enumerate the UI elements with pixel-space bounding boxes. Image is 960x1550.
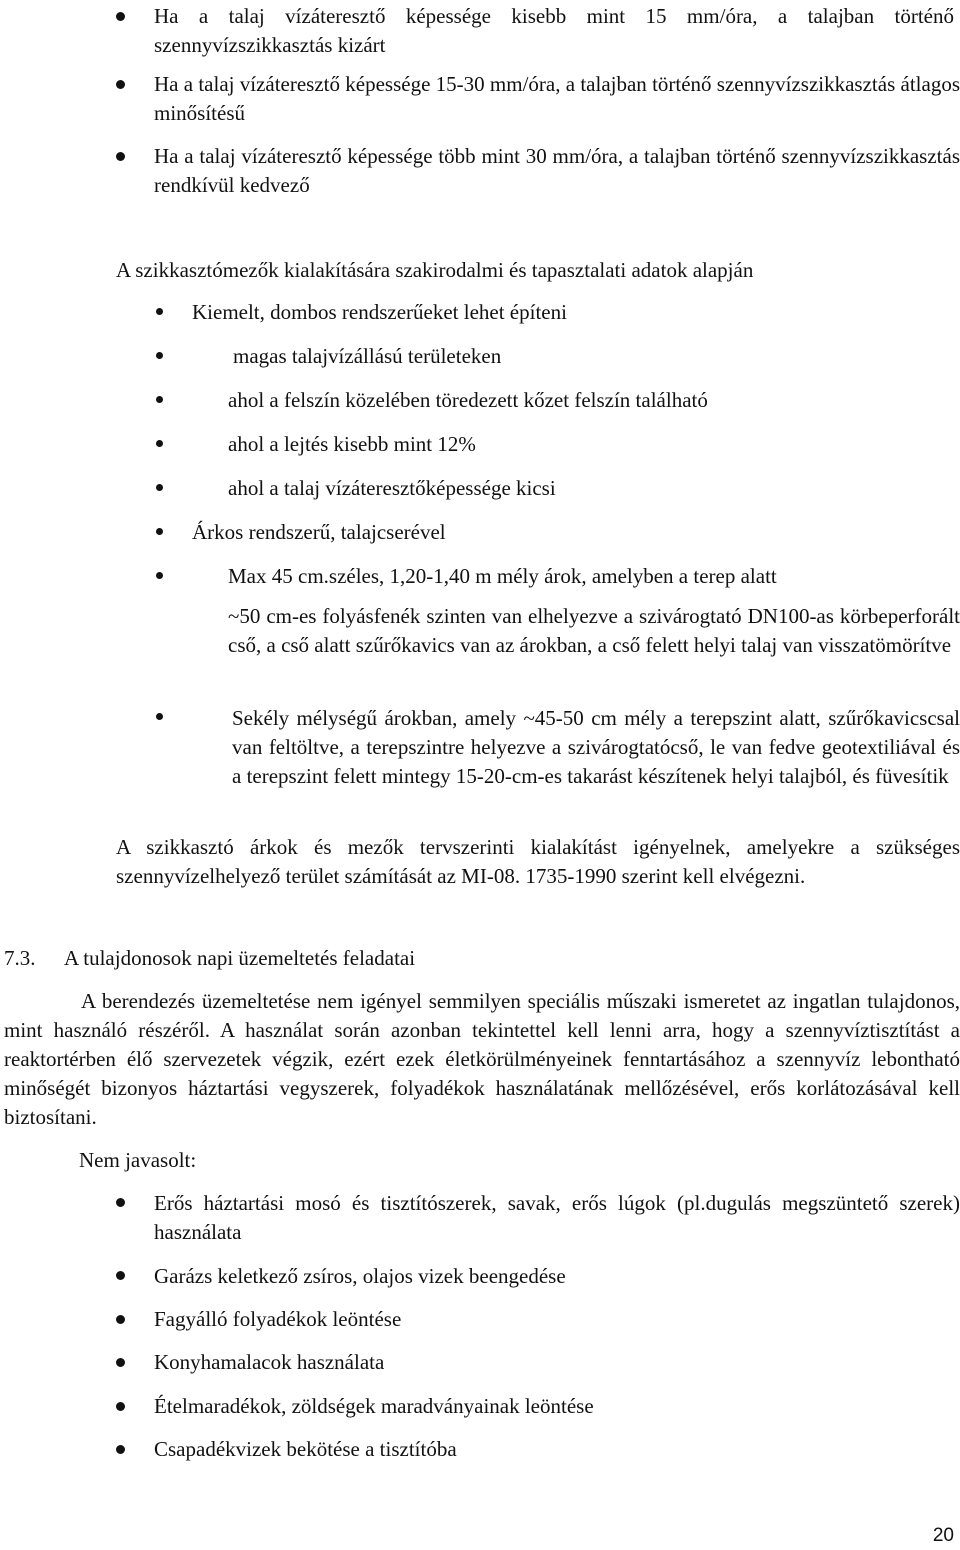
list-item: Garázs keletkező zsíros, olajos vizek beengedése: [154, 1264, 566, 1288]
folyas-paragraph: ~50 cm-es folyásfenék szinten van elhelyezve a szivárogtató DN100-as körbeperforált cső, a cső alatt szűrőkavics van az árokban, a cső felett helyi talaj van visszatömörítve: [228, 604, 960, 657]
bullet-icon: [156, 572, 163, 579]
bullet-icon: [156, 308, 163, 315]
list-item: Ha a talaj vízáteresztő képessége kisebb mint 15 mm/óra, a talajban történő szennyvízszikkasztás kizárt: [154, 4, 954, 57]
list-item: Konyhamalacok használata: [154, 1350, 385, 1374]
list-item: Fagyálló folyadékok leöntése: [154, 1307, 402, 1331]
bullet-icon: [116, 1271, 125, 1280]
max-line: Max 45 cm.széles, 1,20-1,40 m mély árok, amelyben a terep alatt: [228, 564, 777, 588]
bullet-icon: [116, 12, 125, 21]
bullet-icon: [116, 1315, 125, 1324]
bullet-icon: [116, 1198, 125, 1207]
nem-javasolt-label: Nem javasolt:: [79, 1148, 197, 1172]
bullet-icon: [116, 1402, 125, 1411]
bullet-icon: [116, 1358, 125, 1367]
list-item: magas talajvízállású területeken: [233, 344, 502, 368]
bullet-icon: [156, 528, 163, 535]
intro-line: A szikkasztómezők kialakítására szakirodalmi és tapasztalati adatok alapján: [116, 258, 754, 282]
list-item: Ha a talaj vízáteresztő képessége 15-30 mm/óra, a talajban történő szennyvízszikkasztás átlagos minősítésű: [154, 72, 960, 125]
body-paragraph: A berendezés üzemeltetése nem igényel semmilyen speciális műszaki ismeretet az ingatlan tulajdonos, mint használó részéről. A használat során azonban tekintettel kell lenni arra, hogy a szennyvíztisztítást a reaktortérben élő szervezetek végzik, ezért ezek életkörülményeinek fenntartásához a szennyvíz lebontható minőségét bizonyos háztartási vegyszerek, folyadékok használatának mellőzésével, erős korlátozásával kell biztosítani.: [4, 989, 960, 1129]
bullet-icon: [116, 80, 125, 89]
list-item: ahol a talaj vízáteresztőképessége kicsi: [228, 476, 556, 500]
bullet-icon: [116, 152, 125, 161]
kiemelt-heading: Kiemelt, dombos rendszerűeket lehet építeni: [192, 300, 567, 324]
bullet-icon: [116, 1445, 125, 1454]
summary-paragraph: A szikkasztó árkok és mezők tervszerinti kialakítást igényelnek, amelyekre a szükséges szennyvízelhelyező terület számítását az MI-08. 1735-1990 szerint kell elvégezni.: [116, 835, 960, 888]
bullet-icon: [156, 352, 163, 359]
page-number: 20: [932, 1525, 954, 1546]
list-item: Erős háztartási mosó és tisztítószerek, savak, erős lúgok (pl.dugulás megszüntető szerek) használata: [154, 1191, 960, 1244]
list-item: Ételmaradékok, zöldségek maradványainak leöntése: [154, 1394, 594, 1418]
bullet-icon: [156, 396, 163, 403]
arkos-heading: Árkos rendszerű, talajcserével: [192, 520, 446, 544]
bullet-icon: [156, 713, 163, 720]
list-item: ahol a lejtés kisebb mint 12%: [228, 432, 476, 456]
sekely-paragraph: Sekély mélységű árokban, amely ~45-50 cm mély a terepszint alatt, szűrőkavicscsal van feltöltve, a terepszintre helyezve a szivárogtatócső, le van fedve geotextiliával és a terepszint felett mintegy 15-20-cm-es takarást készítenek helyi talajból, és füvesítik: [232, 706, 960, 788]
section-title: A tulajdonosok napi üzemeltetés feladatai: [64, 946, 416, 970]
list-item: ahol a felszín közelében töredezett kőzet felszín található: [228, 388, 708, 412]
list-item: Csapadékvizek bekötése a tisztítóba: [154, 1437, 457, 1461]
list-item: Ha a talaj vízáteresztő képessége több mint 30 mm/óra, a talajban történő szennyvízszikkasztás rendkívül kedvező: [154, 144, 960, 197]
bullet-icon: [156, 484, 163, 491]
bullet-icon: [156, 440, 163, 447]
section-number: 7.3.: [4, 946, 36, 970]
